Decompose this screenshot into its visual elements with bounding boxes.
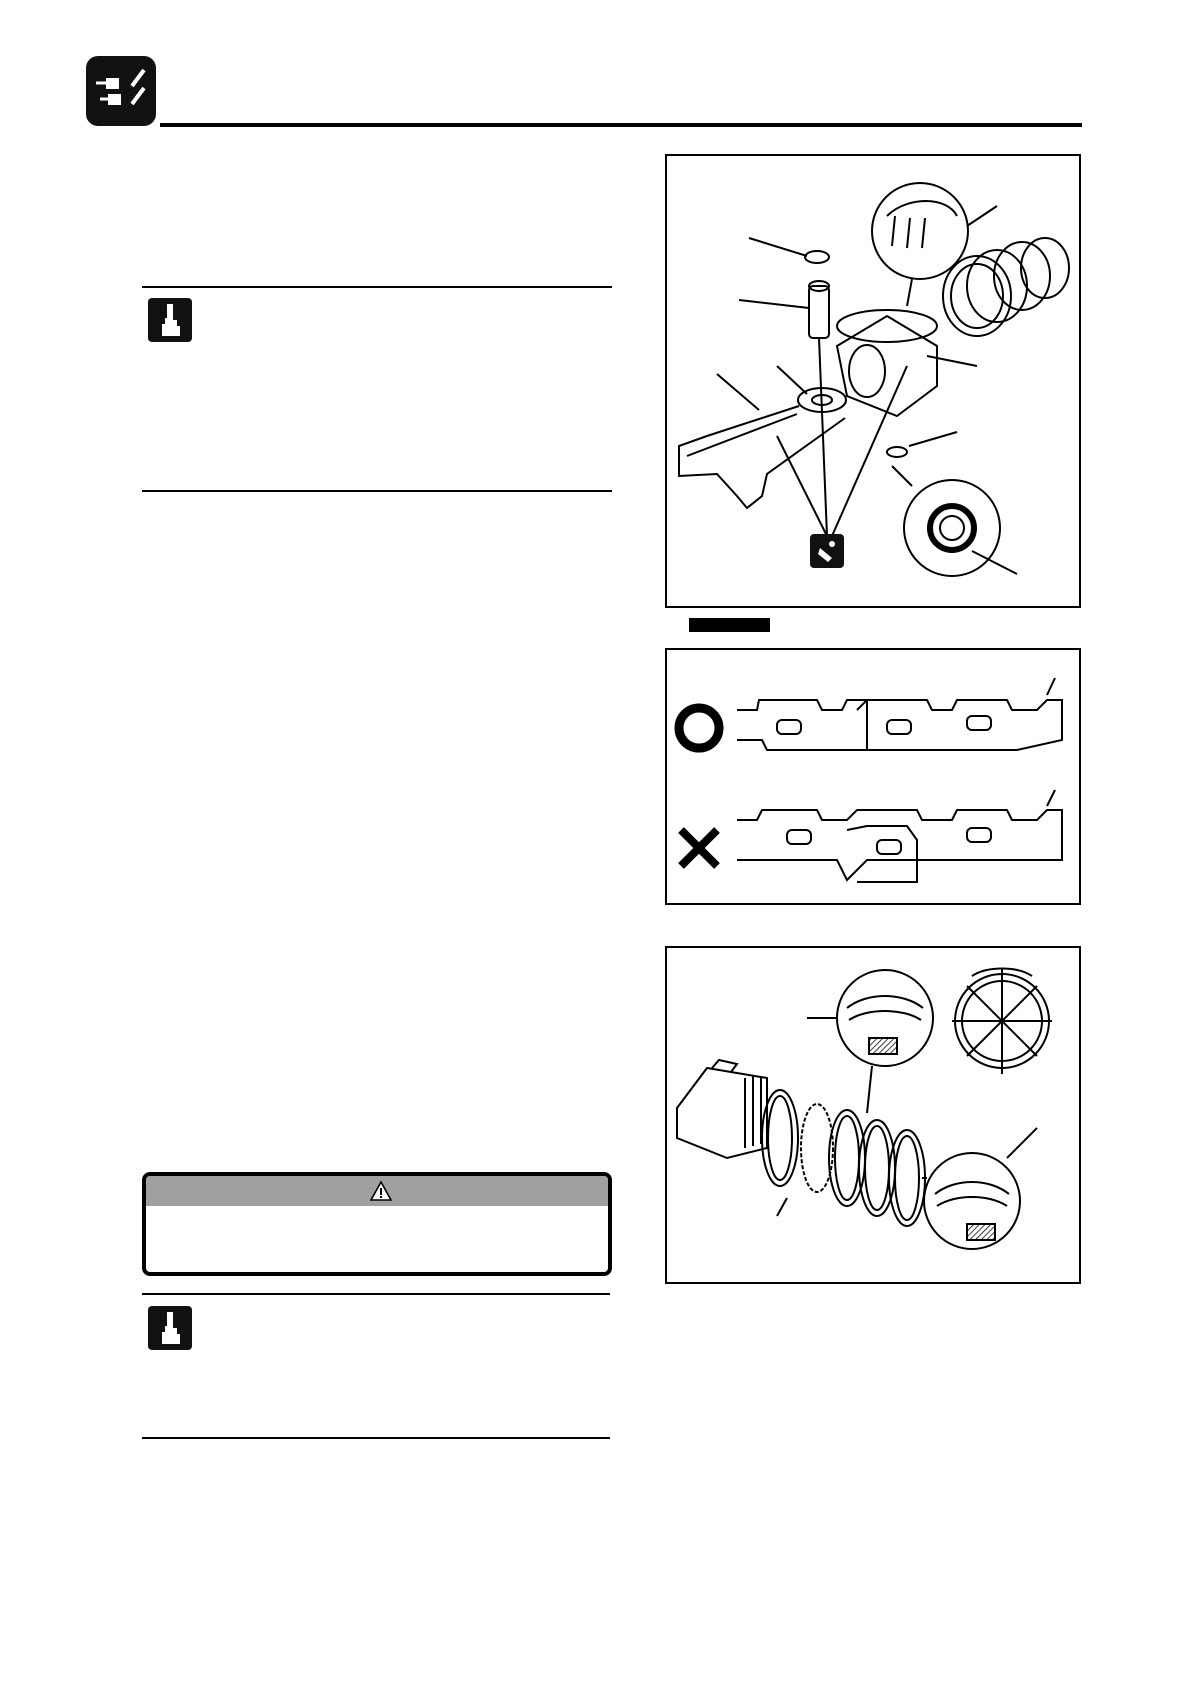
cross-ng-icon	[681, 830, 717, 866]
figure-label-bar	[689, 618, 770, 632]
circle-ok-icon	[679, 708, 719, 748]
note-bottom-rule	[142, 490, 612, 492]
note-top-rule	[142, 286, 612, 288]
pointing-hand-icon	[148, 298, 192, 342]
warning-box	[142, 1172, 612, 1276]
note2-top-rule	[142, 1293, 610, 1295]
figure-piston-rings	[665, 946, 1081, 1284]
header-rule	[160, 123, 1082, 127]
engine-disassembly-icon	[86, 56, 156, 126]
warning-header-bar	[146, 1176, 608, 1206]
figure-piston-assembly	[665, 154, 1081, 608]
figure-ring-expander	[665, 648, 1081, 905]
warning-triangle-icon	[370, 1180, 392, 1202]
oil-can-icon	[810, 534, 844, 568]
note2-bottom-rule	[142, 1437, 610, 1439]
pointing-hand-icon	[148, 1306, 192, 1350]
